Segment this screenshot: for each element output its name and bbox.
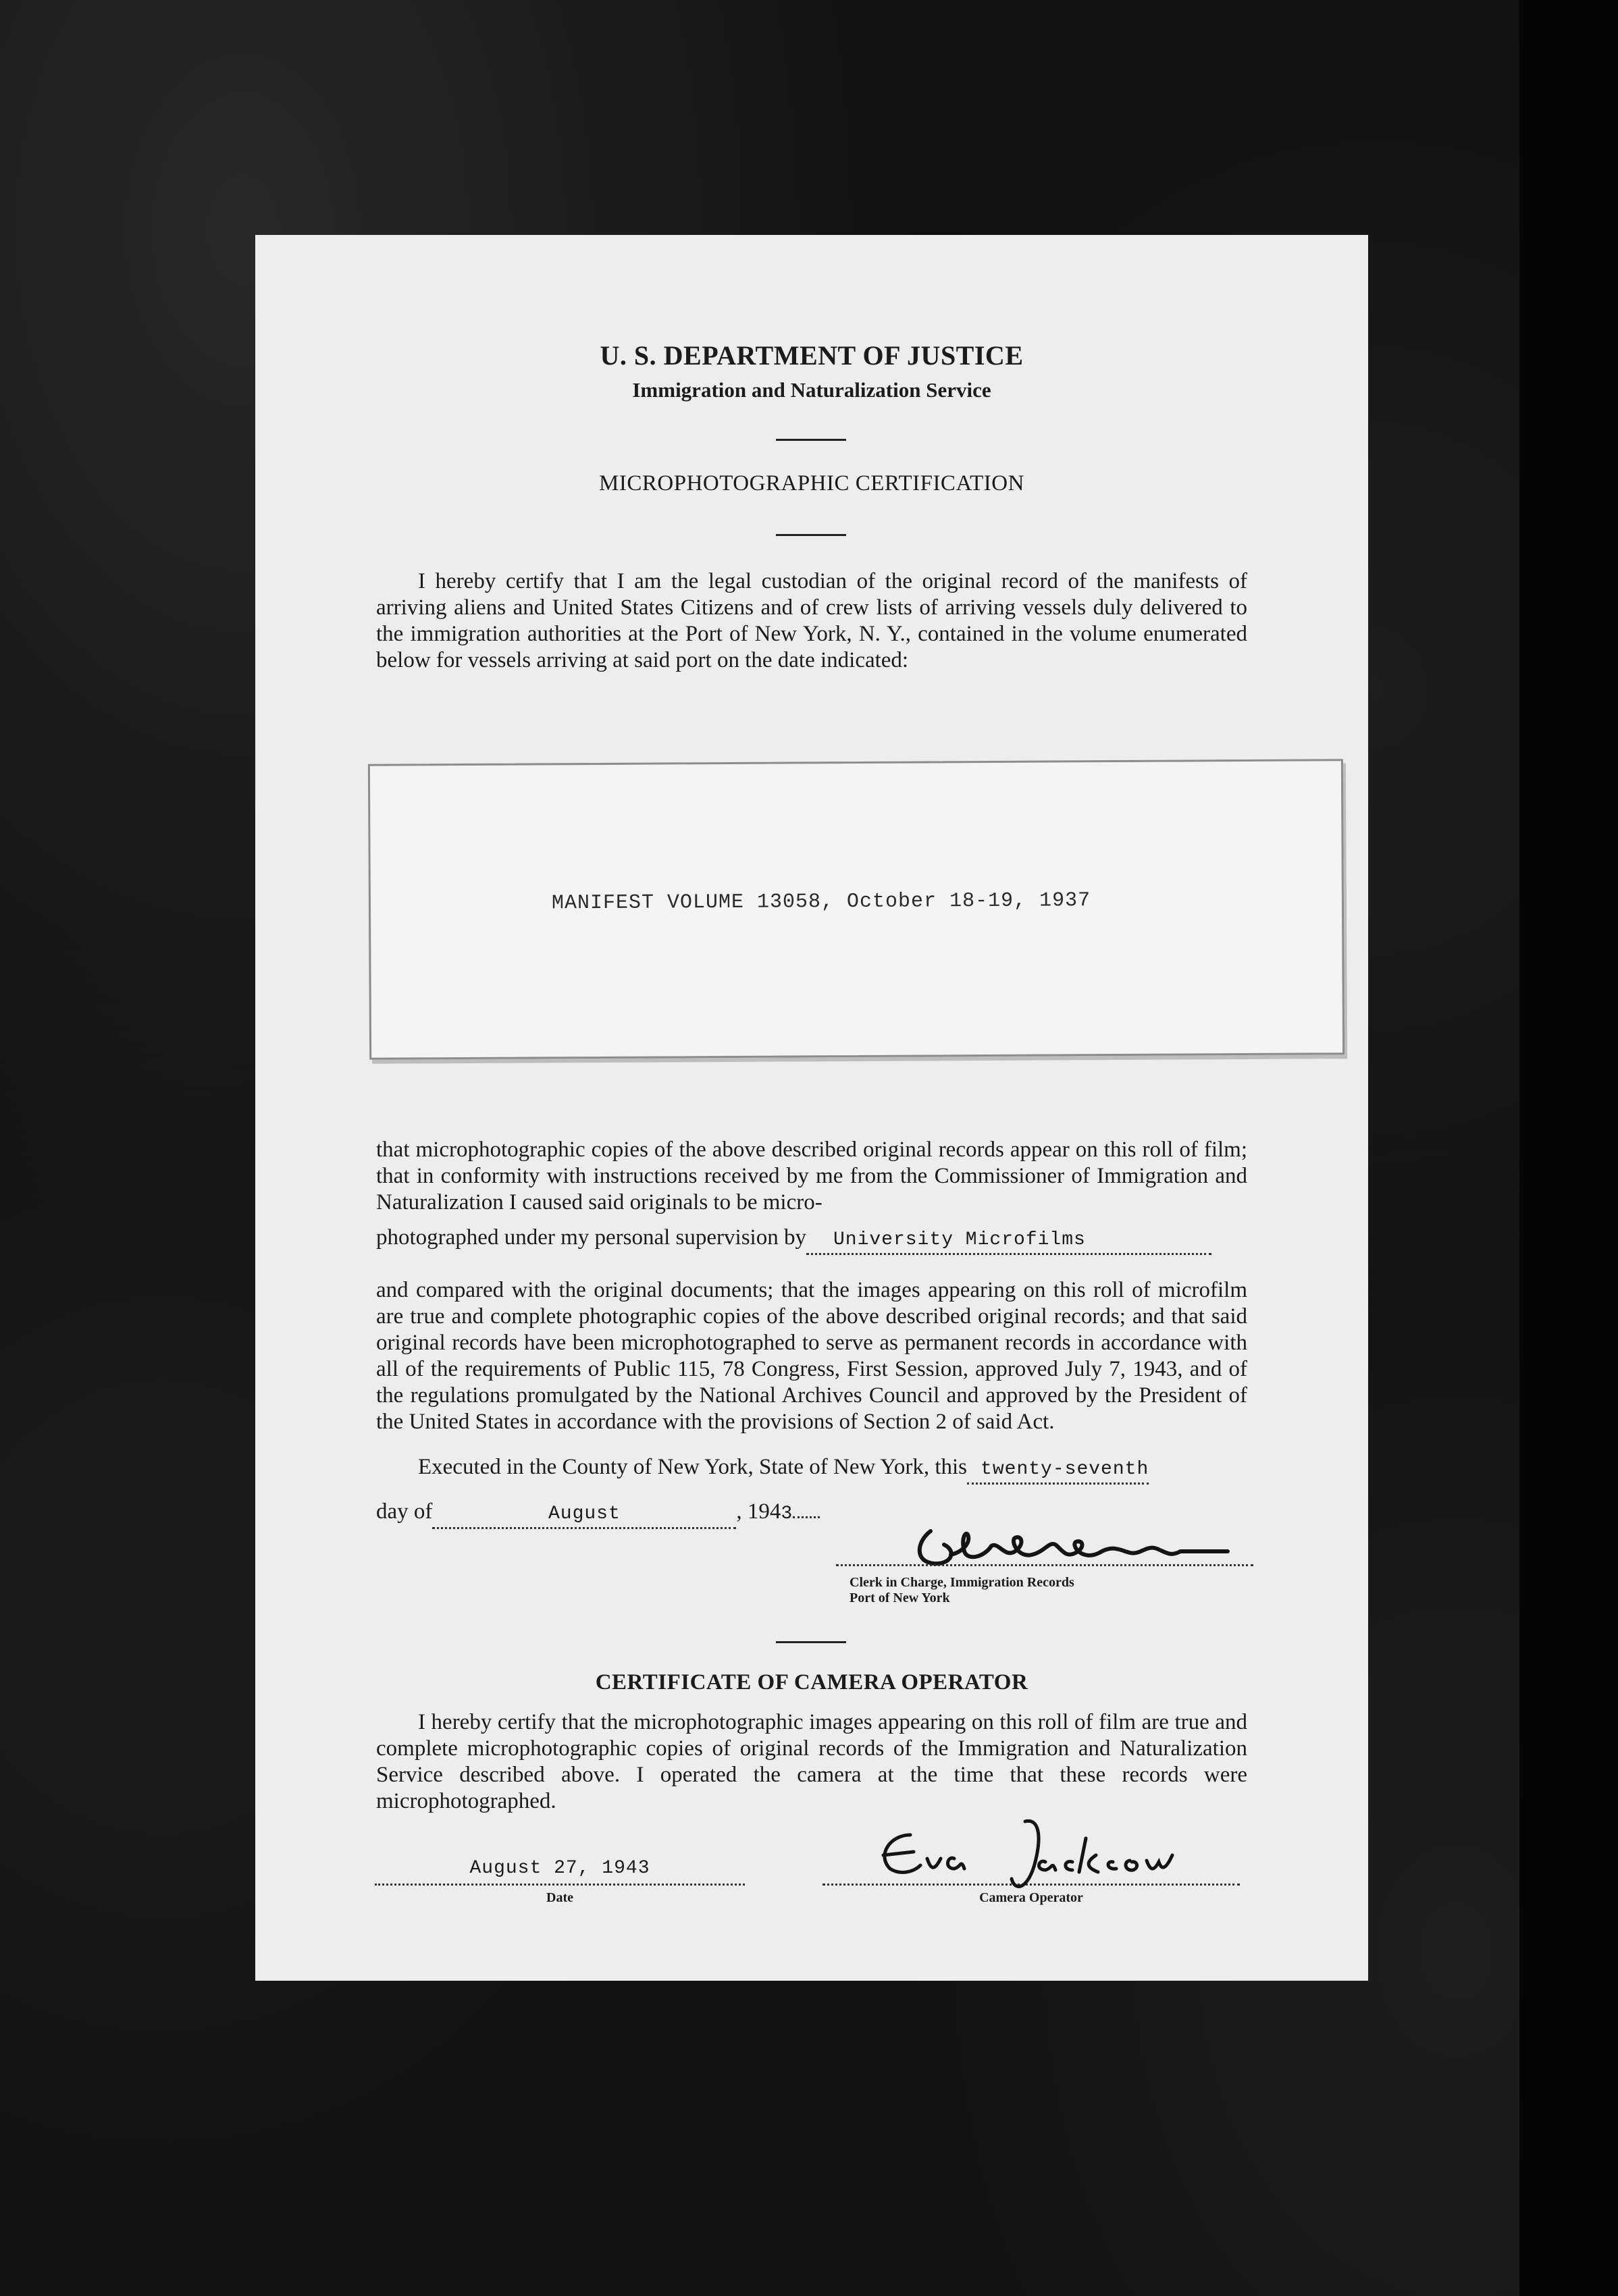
film-edge	[1519, 0, 1618, 2296]
manifest-volume-text: MANIFEST VOLUME 13058, October 18-19, 1937	[551, 889, 1091, 915]
operator-label: Camera Operator	[979, 1890, 1083, 1905]
day-of-label: day of	[376, 1499, 433, 1524]
supervision-prefix: photographed under my personal supervision by	[376, 1225, 806, 1250]
date-field	[375, 1855, 745, 1886]
supervisor-value: University Microfilms	[833, 1229, 1086, 1250]
clerk-title	[850, 1575, 1074, 1606]
certification-title: MICROPHOTOGRAPHIC CERTIFICATION	[599, 471, 1024, 496]
year-prefix: , 194	[736, 1499, 781, 1524]
date-label: Date	[546, 1890, 573, 1905]
clerk-signature	[904, 1504, 1241, 1572]
date-value: August 27, 1943	[469, 1858, 650, 1879]
day-ordinal-field	[967, 1454, 1149, 1485]
clerk-title-line-2: Port of New York	[850, 1591, 950, 1605]
body-paragraph-2: and compared with the original documents; that the images appearing on this roll of microfilm are true and complete photographic copies of the above described original records; and that said original records have been microphotographed to serve as permanent records in accordance with all of the requirements of Public 115, 78 Congress, First Session, approved July 7, 1943, and of the regulations promulgated by the National Archives Council and approved by the President of the United States in accordance with the provisions of Section 2 of said Act.	[376, 1278, 1247, 1434]
year-digit: 3	[781, 1503, 793, 1524]
camera-certificate-title: CERTIFICATE OF CAMERA OPERATOR	[595, 1670, 1028, 1694]
month-value: August	[548, 1503, 621, 1524]
year-dots	[793, 1516, 820, 1518]
clerk-title-line-1: Clerk in Charge, Immigration Records	[850, 1575, 1074, 1590]
certificate-page	[255, 235, 1368, 1981]
clerk-signature-line	[836, 1564, 1253, 1566]
divider	[776, 534, 846, 536]
intro-paragraph: I hereby certify that I am the legal custodian of the original record of the manifests of arriving aliens and United States Citizens and of crew lists of arriving vessels duly delivered to the immigration authorities at the Port of New York, N. Y., contained in the volume enumerated below for vessels arriving at said port on the date indicated:	[376, 569, 1247, 672]
month-field	[432, 1499, 736, 1529]
execution-prefix: Executed in the County of New York, State of New York, this	[418, 1455, 968, 1479]
supervision-line	[376, 1225, 1254, 1255]
divider	[776, 439, 846, 441]
execution-line	[418, 1454, 1296, 1485]
agency-subheading: Immigration and Naturalization Service	[632, 378, 991, 402]
department-heading: U. S. DEPARTMENT OF JUSTICE	[600, 340, 1024, 371]
camera-certificate-paragraph: I hereby certify that the microphotographic images appearing on this roll of film are true and complete microphotographic copies of original records of the Immigration and Naturalization Service described above. I operated the camera at the time that these records were microphotographed.	[376, 1710, 1247, 1813]
manifest-slip	[368, 759, 1345, 1060]
day-ordinal-value: twenty-seventh	[981, 1459, 1149, 1480]
operator-signature	[863, 1808, 1201, 1896]
supervisor-field	[806, 1225, 1211, 1255]
divider	[776, 1641, 846, 1643]
body-paragraph-1: that microphotographic copies of the above described original records appear on this roll of film; that in conformity with instructions received by me from the Commissioner of Immigration and Naturalization I caused said originals to be micro-	[376, 1138, 1247, 1214]
